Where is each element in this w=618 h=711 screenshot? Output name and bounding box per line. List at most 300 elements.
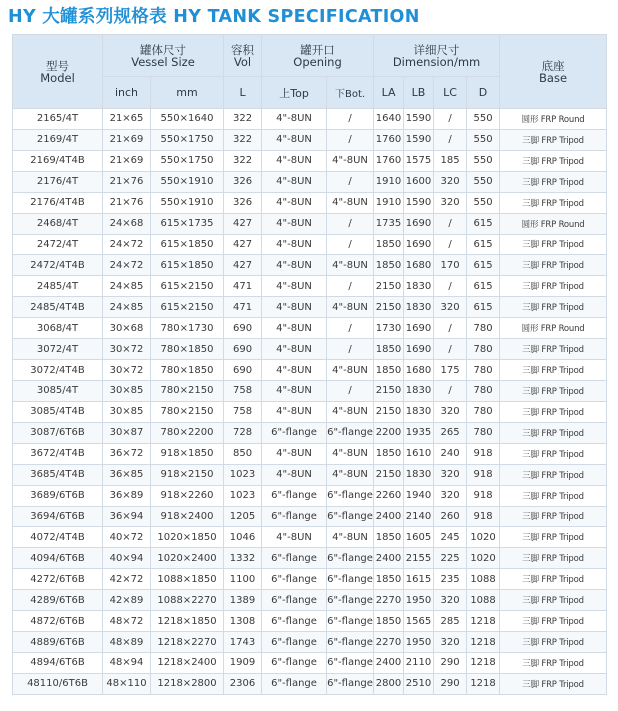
cell-bottom: 4"-8UN <box>327 192 374 213</box>
cell-lc: 320 <box>434 464 467 485</box>
cell-mm: 615×2150 <box>151 276 224 297</box>
table-row <box>13 360 607 381</box>
cell-inch: 30×85 <box>103 401 151 422</box>
cell-d: 780 <box>467 360 500 381</box>
cell-model: 3685/4T4B <box>13 464 103 485</box>
cell-base: 三脚 FRP Tripod <box>500 255 607 276</box>
header-vol: 容积 Vol <box>224 35 262 77</box>
header-base: 底座 Base <box>500 35 607 109</box>
cell-d: 780 <box>467 318 500 339</box>
cell-lb: 1830 <box>404 380 434 401</box>
cell-top: 6"-flange <box>262 590 327 611</box>
table-row <box>13 652 607 673</box>
table-row <box>13 673 607 694</box>
cell-la: 2270 <box>374 632 404 653</box>
cell-lb: 1690 <box>404 318 434 339</box>
spec-table-body <box>13 109 607 695</box>
cell-top: 6"-flange <box>262 422 327 443</box>
cell-bottom: 4"-8UN <box>327 527 374 548</box>
cell-mm: 780×2150 <box>151 401 224 422</box>
cell-mm: 918×2260 <box>151 485 224 506</box>
cell-inch: 24×85 <box>103 276 151 297</box>
table-row <box>13 109 607 130</box>
cell-base: 三脚 FRP Tripod <box>500 485 607 506</box>
cell-vol: 427 <box>224 255 262 276</box>
table-row <box>13 129 607 150</box>
cell-inch: 24×85 <box>103 297 151 318</box>
cell-mm: 1020×1850 <box>151 527 224 548</box>
cell-top: 4"-8UN <box>262 464 327 485</box>
table-row <box>13 464 607 485</box>
cell-base: 三脚 FRP Tripod <box>500 422 607 443</box>
cell-inch: 21×76 <box>103 171 151 192</box>
cell-d: 550 <box>467 109 500 130</box>
cell-la: 2260 <box>374 485 404 506</box>
table-row <box>13 527 607 548</box>
subheader-inch: inch <box>103 77 151 109</box>
table-row <box>13 150 607 171</box>
cell-inch: 48×89 <box>103 632 151 653</box>
cell-top: 4"-8UN <box>262 213 327 234</box>
cell-lc: 320 <box>434 590 467 611</box>
cell-model: 2165/4T <box>13 109 103 130</box>
cell-mm: 550×1750 <box>151 150 224 171</box>
table-row <box>13 380 607 401</box>
cell-model: 2169/4T <box>13 129 103 150</box>
cell-vol: 322 <box>224 109 262 130</box>
cell-base: 圆形 FRP Round <box>500 318 607 339</box>
cell-model: 4272/6T6B <box>13 569 103 590</box>
cell-la: 1910 <box>374 171 404 192</box>
cell-bottom: / <box>327 339 374 360</box>
table-row <box>13 297 607 318</box>
cell-base: 三脚 FRP Tripod <box>500 129 607 150</box>
cell-d: 550 <box>467 150 500 171</box>
cell-lb: 1680 <box>404 255 434 276</box>
cell-mm: 1218×2800 <box>151 673 224 694</box>
cell-lb: 1940 <box>404 485 434 506</box>
cell-model: 2472/4T4B <box>13 255 103 276</box>
cell-bottom: / <box>327 234 374 255</box>
cell-model: 2485/4T <box>13 276 103 297</box>
cell-base: 三脚 FRP Tripod <box>500 401 607 422</box>
cell-top: 4"-8UN <box>262 297 327 318</box>
cell-la: 1850 <box>374 234 404 255</box>
cell-lc: 245 <box>434 527 467 548</box>
cell-inch: 21×76 <box>103 192 151 213</box>
cell-model: 2169/4T4B <box>13 150 103 171</box>
cell-bottom: 6"-flange <box>327 569 374 590</box>
cell-lc: / <box>434 318 467 339</box>
subheader-lc: LC <box>434 77 467 109</box>
cell-inch: 36×85 <box>103 464 151 485</box>
cell-mm: 780×1850 <box>151 339 224 360</box>
cell-inch: 40×94 <box>103 548 151 569</box>
cell-bottom: 6"-flange <box>327 632 374 653</box>
cell-mm: 780×2150 <box>151 380 224 401</box>
cell-lb: 1565 <box>404 611 434 632</box>
cell-vol: 758 <box>224 380 262 401</box>
cell-lc: 320 <box>434 192 467 213</box>
cell-bottom: / <box>327 213 374 234</box>
cell-inch: 24×72 <box>103 255 151 276</box>
cell-lb: 2510 <box>404 673 434 694</box>
table-row <box>13 255 607 276</box>
cell-model: 3087/6T6B <box>13 422 103 443</box>
cell-lc: 225 <box>434 548 467 569</box>
cell-la: 1850 <box>374 339 404 360</box>
cell-vol: 1100 <box>224 569 262 590</box>
cell-model: 2468/4T <box>13 213 103 234</box>
cell-model: 2176/4T <box>13 171 103 192</box>
cell-model: 3694/6T6B <box>13 506 103 527</box>
cell-lb: 1590 <box>404 192 434 213</box>
cell-mm: 780×2200 <box>151 422 224 443</box>
cell-d: 615 <box>467 297 500 318</box>
cell-vol: 758 <box>224 401 262 422</box>
cell-vol: 690 <box>224 360 262 381</box>
cell-lc: / <box>434 213 467 234</box>
table-row <box>13 234 607 255</box>
cell-mm: 615×2150 <box>151 297 224 318</box>
table-row <box>13 443 607 464</box>
cell-lb: 1830 <box>404 276 434 297</box>
table-row <box>13 318 607 339</box>
cell-top: 6"-flange <box>262 632 327 653</box>
table-row <box>13 485 607 506</box>
cell-d: 615 <box>467 255 500 276</box>
cell-d: 918 <box>467 464 500 485</box>
table-row <box>13 422 607 443</box>
cell-mm: 918×1850 <box>151 443 224 464</box>
cell-la: 2150 <box>374 297 404 318</box>
cell-la: 1850 <box>374 255 404 276</box>
table-row <box>13 339 607 360</box>
subheader-d: D <box>467 77 500 109</box>
cell-d: 550 <box>467 129 500 150</box>
cell-bottom: 6"-flange <box>327 652 374 673</box>
cell-top: 4"-8UN <box>262 360 327 381</box>
cell-lb: 2110 <box>404 652 434 673</box>
table-row <box>13 506 607 527</box>
cell-d: 1088 <box>467 590 500 611</box>
cell-base: 三脚 FRP Tripod <box>500 234 607 255</box>
page-title: HY 大罐系列规格表 HY TANK SPECIFICATION <box>8 7 420 27</box>
cell-top: 4"-8UN <box>262 255 327 276</box>
cell-model: 4289/6T6B <box>13 590 103 611</box>
cell-d: 1020 <box>467 527 500 548</box>
cell-lc: 285 <box>434 611 467 632</box>
cell-lb: 1610 <box>404 443 434 464</box>
cell-vol: 1743 <box>224 632 262 653</box>
cell-mm: 550×1750 <box>151 129 224 150</box>
cell-lb: 1575 <box>404 150 434 171</box>
cell-model: 4094/6T6B <box>13 548 103 569</box>
cell-top: 4"-8UN <box>262 443 327 464</box>
cell-lc: 265 <box>434 422 467 443</box>
cell-lc: 320 <box>434 401 467 422</box>
cell-mm: 918×2150 <box>151 464 224 485</box>
cell-bottom: / <box>327 129 374 150</box>
cell-bottom: 6"-flange <box>327 506 374 527</box>
cell-lb: 1600 <box>404 171 434 192</box>
cell-d: 615 <box>467 213 500 234</box>
cell-base: 三脚 FRP Tripod <box>500 611 607 632</box>
spec-table <box>12 34 607 695</box>
cell-mm: 780×1850 <box>151 360 224 381</box>
cell-top: 6"-flange <box>262 506 327 527</box>
cell-la: 2400 <box>374 652 404 673</box>
cell-mm: 550×1910 <box>151 192 224 213</box>
cell-la: 2200 <box>374 422 404 443</box>
cell-vol: 1205 <box>224 506 262 527</box>
cell-top: 4"-8UN <box>262 129 327 150</box>
cell-la: 2150 <box>374 401 404 422</box>
table-row <box>13 213 607 234</box>
cell-bottom: 4"-8UN <box>327 360 374 381</box>
cell-model: 3085/4T4B <box>13 401 103 422</box>
cell-lb: 1830 <box>404 297 434 318</box>
cell-bottom: 6"-flange <box>327 611 374 632</box>
cell-model: 3672/4T4B <box>13 443 103 464</box>
cell-la: 2400 <box>374 548 404 569</box>
cell-lc: 175 <box>434 360 467 381</box>
cell-inch: 24×68 <box>103 213 151 234</box>
cell-lb: 1830 <box>404 401 434 422</box>
cell-mm: 615×1735 <box>151 213 224 234</box>
cell-vol: 728 <box>224 422 262 443</box>
cell-lb: 1830 <box>404 464 434 485</box>
cell-vol: 326 <box>224 171 262 192</box>
cell-lb: 1590 <box>404 109 434 130</box>
table-row <box>13 632 607 653</box>
cell-bottom: 6"-flange <box>327 485 374 506</box>
cell-vol: 326 <box>224 192 262 213</box>
cell-inch: 21×69 <box>103 129 151 150</box>
cell-lc: 320 <box>434 485 467 506</box>
cell-model: 2485/4T4B <box>13 297 103 318</box>
cell-vol: 1308 <box>224 611 262 632</box>
cell-bottom: 4"-8UN <box>327 150 374 171</box>
table-row <box>13 590 607 611</box>
table-row <box>13 171 607 192</box>
cell-inch: 36×72 <box>103 443 151 464</box>
cell-model: 3068/4T <box>13 318 103 339</box>
cell-mm: 1088×1850 <box>151 569 224 590</box>
cell-vol: 2306 <box>224 673 262 694</box>
cell-inch: 42×89 <box>103 590 151 611</box>
cell-la: 2800 <box>374 673 404 694</box>
cell-lb: 1605 <box>404 527 434 548</box>
cell-la: 1735 <box>374 213 404 234</box>
cell-top: 4"-8UN <box>262 380 327 401</box>
cell-top: 4"-8UN <box>262 339 327 360</box>
cell-bottom: 4"-8UN <box>327 443 374 464</box>
cell-model: 3072/4T <box>13 339 103 360</box>
cell-base: 三脚 FRP Tripod <box>500 339 607 360</box>
cell-lc: 260 <box>434 506 467 527</box>
cell-d: 780 <box>467 380 500 401</box>
cell-vol: 322 <box>224 129 262 150</box>
cell-lc: 185 <box>434 150 467 171</box>
cell-inch: 30×68 <box>103 318 151 339</box>
cell-bottom: 4"-8UN <box>327 297 374 318</box>
cell-d: 1218 <box>467 611 500 632</box>
cell-la: 1850 <box>374 611 404 632</box>
cell-base: 三脚 FRP Tripod <box>500 548 607 569</box>
cell-mm: 1020×2400 <box>151 548 224 569</box>
cell-mm: 918×2400 <box>151 506 224 527</box>
cell-inch: 21×69 <box>103 150 151 171</box>
cell-vol: 1023 <box>224 464 262 485</box>
cell-vol: 1046 <box>224 527 262 548</box>
cell-lc: 240 <box>434 443 467 464</box>
cell-d: 550 <box>467 192 500 213</box>
cell-base: 三脚 FRP Tripod <box>500 360 607 381</box>
header-opening: 罐开口 Opening <box>262 35 374 77</box>
table-row <box>13 611 607 632</box>
cell-inch: 36×94 <box>103 506 151 527</box>
cell-d: 780 <box>467 422 500 443</box>
cell-vol: 471 <box>224 276 262 297</box>
cell-la: 2400 <box>374 506 404 527</box>
cell-top: 6"-flange <box>262 569 327 590</box>
cell-lc: / <box>434 109 467 130</box>
cell-mm: 550×1910 <box>151 171 224 192</box>
cell-model: 3072/4T4B <box>13 360 103 381</box>
cell-la: 1760 <box>374 129 404 150</box>
cell-base: 三脚 FRP Tripod <box>500 171 607 192</box>
cell-base: 三脚 FRP Tripod <box>500 632 607 653</box>
cell-base: 三脚 FRP Tripod <box>500 380 607 401</box>
cell-top: 4"-8UN <box>262 171 327 192</box>
cell-model: 2176/4T4B <box>13 192 103 213</box>
cell-vol: 850 <box>224 443 262 464</box>
cell-mm: 615×1850 <box>151 234 224 255</box>
cell-mm: 1088×2270 <box>151 590 224 611</box>
cell-d: 1020 <box>467 548 500 569</box>
table-row <box>13 401 607 422</box>
cell-top: 4"-8UN <box>262 527 327 548</box>
cell-d: 550 <box>467 171 500 192</box>
cell-top: 6"-flange <box>262 652 327 673</box>
cell-base: 三脚 FRP Tripod <box>500 569 607 590</box>
cell-d: 1088 <box>467 569 500 590</box>
cell-lb: 1615 <box>404 569 434 590</box>
cell-d: 918 <box>467 485 500 506</box>
cell-lb: 2140 <box>404 506 434 527</box>
cell-lc: / <box>434 234 467 255</box>
cell-d: 918 <box>467 506 500 527</box>
cell-lb: 1680 <box>404 360 434 381</box>
cell-base: 三脚 FRP Tripod <box>500 297 607 318</box>
cell-base: 三脚 FRP Tripod <box>500 590 607 611</box>
cell-base: 圆形 FRP Round <box>500 109 607 130</box>
cell-top: 4"-8UN <box>262 192 327 213</box>
cell-inch: 48×110 <box>103 673 151 694</box>
cell-inch: 40×72 <box>103 527 151 548</box>
header-dimension: 详细尺寸 Dimension/mm <box>374 35 500 77</box>
subheader-top: 上Top <box>262 77 327 109</box>
cell-base: 三脚 FRP Tripod <box>500 506 607 527</box>
cell-vol: 322 <box>224 150 262 171</box>
cell-d: 1218 <box>467 652 500 673</box>
cell-top: 4"-8UN <box>262 276 327 297</box>
cell-base: 三脚 FRP Tripod <box>500 527 607 548</box>
cell-bottom: / <box>327 109 374 130</box>
cell-inch: 48×94 <box>103 652 151 673</box>
cell-bottom: / <box>327 380 374 401</box>
cell-la: 2270 <box>374 590 404 611</box>
cell-la: 1640 <box>374 109 404 130</box>
cell-d: 615 <box>467 276 500 297</box>
cell-top: 6"-flange <box>262 673 327 694</box>
cell-la: 1850 <box>374 443 404 464</box>
cell-base: 三脚 FRP Tripod <box>500 652 607 673</box>
cell-bottom: / <box>327 276 374 297</box>
cell-d: 615 <box>467 234 500 255</box>
cell-lb: 2155 <box>404 548 434 569</box>
cell-top: 4"-8UN <box>262 401 327 422</box>
cell-lc: 320 <box>434 171 467 192</box>
subheader-l: L <box>224 77 262 109</box>
cell-mm: 550×1640 <box>151 109 224 130</box>
cell-lc: 290 <box>434 652 467 673</box>
cell-vol: 427 <box>224 213 262 234</box>
cell-lc: / <box>434 339 467 360</box>
table-row <box>13 276 607 297</box>
cell-la: 1910 <box>374 192 404 213</box>
cell-lc: 320 <box>434 632 467 653</box>
cell-la: 2150 <box>374 464 404 485</box>
cell-mm: 1218×2270 <box>151 632 224 653</box>
cell-mm: 1218×2400 <box>151 652 224 673</box>
cell-base: 三脚 FRP Tripod <box>500 192 607 213</box>
cell-top: 4"-8UN <box>262 234 327 255</box>
cell-inch: 30×85 <box>103 380 151 401</box>
cell-vol: 1389 <box>224 590 262 611</box>
cell-bottom: 6"-flange <box>327 422 374 443</box>
cell-base: 三脚 FRP Tripod <box>500 150 607 171</box>
cell-model: 3085/4T <box>13 380 103 401</box>
cell-model: 3689/6T6B <box>13 485 103 506</box>
cell-model: 48110/6T6B <box>13 673 103 694</box>
cell-la: 1760 <box>374 150 404 171</box>
cell-vol: 427 <box>224 234 262 255</box>
cell-top: 6"-flange <box>262 548 327 569</box>
header-vessel-size: 罐体尺寸 Vessel Size <box>103 35 224 77</box>
cell-base: 三脚 FRP Tripod <box>500 443 607 464</box>
cell-top: 6"-flange <box>262 485 327 506</box>
cell-d: 1218 <box>467 673 500 694</box>
cell-top: 4"-8UN <box>262 150 327 171</box>
cell-model: 4872/6T6B <box>13 611 103 632</box>
cell-lb: 1950 <box>404 632 434 653</box>
cell-la: 2150 <box>374 276 404 297</box>
cell-vol: 690 <box>224 339 262 360</box>
subheader-bottom: 下Bot. <box>327 77 374 109</box>
cell-inch: 30×87 <box>103 422 151 443</box>
cell-d: 918 <box>467 443 500 464</box>
cell-inch: 30×72 <box>103 339 151 360</box>
table-row <box>13 548 607 569</box>
subheader-lb: LB <box>404 77 434 109</box>
cell-bottom: 4"-8UN <box>327 401 374 422</box>
cell-model: 4894/6T6B <box>13 652 103 673</box>
cell-mm: 1218×1850 <box>151 611 224 632</box>
cell-bottom: 4"-8UN <box>327 255 374 276</box>
cell-top: 6"-flange <box>262 611 327 632</box>
